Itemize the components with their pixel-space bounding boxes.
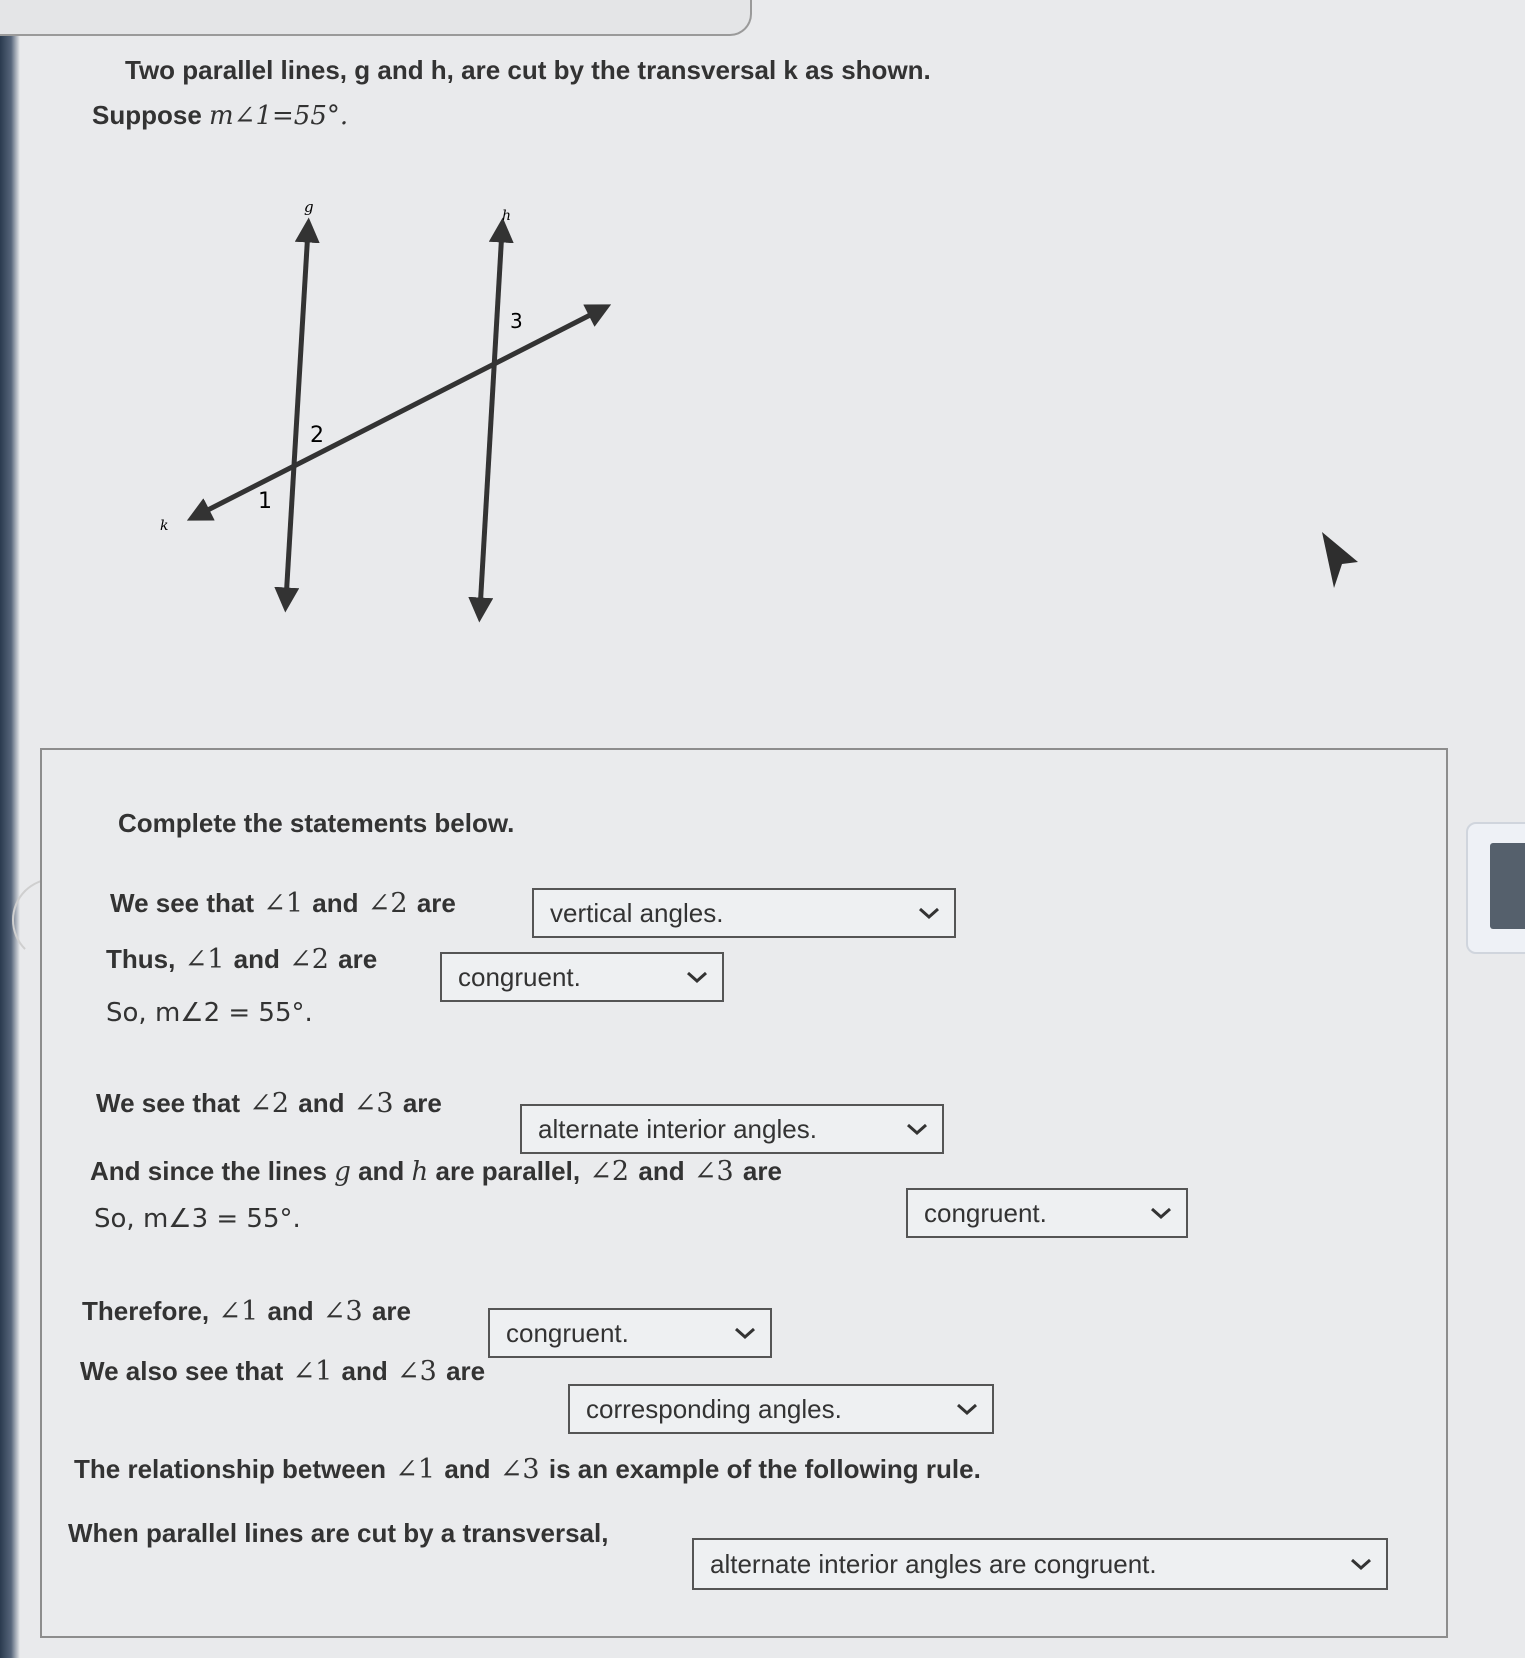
s7-angle-a: ∠1: [218, 1296, 259, 1327]
s5-and-lines: and: [358, 1156, 405, 1186]
statement-4-dropdown[interactable]: [520, 1104, 944, 1154]
s4-selected: alternate interior angles.: [538, 1113, 817, 1144]
angle-2-label: 2: [310, 423, 324, 448]
label-h: h: [502, 208, 512, 224]
statement-5-text: [90, 1156, 782, 1187]
statement-9-text: [74, 1454, 981, 1485]
statement-10-text: When parallel lines are cut by a transversal,: [68, 1518, 609, 1548]
statement-10-dropdown[interactable]: [692, 1538, 1388, 1590]
s5-selected: congruent.: [924, 1197, 1047, 1228]
line-h: [480, 230, 502, 610]
statement-3-text: So, m∠2 = 55°.: [106, 998, 313, 1028]
chevron-down-icon: [906, 1122, 928, 1136]
s9-angle-a: ∠1: [395, 1454, 436, 1485]
statement-1-dropdown[interactable]: [532, 888, 956, 938]
s8-and: and: [341, 1356, 388, 1386]
s1-selected: vertical angles.: [550, 897, 724, 928]
chevron-down-icon: [1350, 1557, 1372, 1571]
s5-angle-a: ∠2: [589, 1156, 630, 1187]
s9-rule-suffix: is an example of the following rule.: [548, 1454, 981, 1484]
s2-and: and: [233, 944, 280, 974]
s2-prefix: Thus,: [106, 944, 176, 974]
s7-prefix: Therefore,: [82, 1296, 210, 1326]
problem-text-line2: [92, 100, 348, 131]
s10-selected: alternate interior angles are congruent.: [710, 1548, 1157, 1579]
suppose-label: Suppose: [92, 100, 202, 130]
s1-angle-b: ∠2: [367, 888, 408, 919]
s1-are: are: [416, 888, 456, 918]
angle-3-label: 3: [510, 309, 523, 333]
s9-and: and: [444, 1454, 491, 1484]
s7-angle-b: ∠3: [322, 1296, 363, 1327]
chevron-down-icon: [734, 1326, 756, 1340]
statement-2-dropdown[interactable]: [440, 952, 724, 1002]
panel-heading: Complete the statements below.: [118, 808, 515, 838]
statement-6-text: So, m∠3 = 55°.: [94, 1204, 301, 1234]
s5-are: are: [742, 1156, 782, 1186]
chevron-down-icon: [1150, 1206, 1172, 1220]
s8-angle-a: ∠1: [292, 1356, 333, 1387]
side-panel-tab-handle[interactable]: [1490, 843, 1525, 929]
s7-selected: congruent.: [506, 1317, 629, 1348]
label-g: g: [304, 198, 314, 216]
statement-4-text: [96, 1088, 442, 1119]
s4-angle-b: ∠3: [353, 1088, 394, 1119]
s4-and: and: [298, 1088, 345, 1118]
left-edge-shadow: [0, 0, 20, 1658]
s8-prefix: We also see that: [80, 1356, 284, 1386]
statement-7-dropdown[interactable]: [488, 1308, 772, 1358]
s5-angle-b: ∠3: [693, 1156, 734, 1187]
s5-prefix: And since the lines: [90, 1156, 327, 1186]
s5-line-h: h: [411, 1157, 429, 1187]
statement-2-text: [106, 944, 377, 975]
s9-angle-b: ∠3: [499, 1454, 540, 1485]
chevron-down-icon: [918, 906, 940, 920]
line-g: [286, 230, 308, 600]
s7-are: are: [371, 1296, 411, 1326]
s8-angle-b: ∠3: [397, 1356, 437, 1387]
s2-angle-a: ∠1: [184, 944, 225, 975]
statement-1-text: [110, 888, 456, 919]
s4-prefix: We see that: [96, 1088, 241, 1118]
statement-8-dropdown[interactable]: [568, 1384, 994, 1434]
s9-prefix: The relationship between: [74, 1454, 387, 1484]
mouse-pointer-icon: [1318, 530, 1362, 590]
chevron-down-icon: [956, 1402, 978, 1416]
angle-1-label: 1: [258, 489, 272, 514]
parallel-lines-figure: [140, 180, 620, 630]
s2-angle-b: ∠2: [289, 944, 329, 975]
s2-are: are: [338, 944, 378, 974]
s4-are: are: [402, 1088, 442, 1118]
top-panel-edge: [0, 0, 752, 36]
s2-selected: congruent.: [458, 961, 581, 992]
s8-selected: corresponding angles.: [586, 1393, 842, 1424]
s4-angle-a: ∠2: [249, 1088, 290, 1119]
s1-and: and: [312, 888, 359, 918]
label-k: k: [160, 518, 169, 534]
problem-text-line1: Two parallel lines, g and h, are cut by the transversal k as shown.: [125, 55, 931, 85]
s1-prefix: We see that: [110, 888, 255, 918]
statement-8-text: [80, 1356, 485, 1387]
given-angle-measure: m∠1=55°.: [209, 101, 349, 131]
statements-panel: [40, 748, 1448, 1638]
line-k: [198, 310, 600, 515]
statement-7-text: [82, 1296, 411, 1327]
chevron-down-icon: [686, 970, 708, 984]
s1-angle-a: ∠1: [263, 888, 304, 919]
s7-and: and: [267, 1296, 314, 1326]
s8-are: are: [446, 1356, 486, 1386]
s5-line-g: g: [334, 1157, 351, 1187]
s5-are-parallel: are parallel,: [435, 1156, 581, 1186]
statement-5-dropdown[interactable]: [906, 1188, 1188, 1238]
s5-and: and: [638, 1156, 685, 1186]
